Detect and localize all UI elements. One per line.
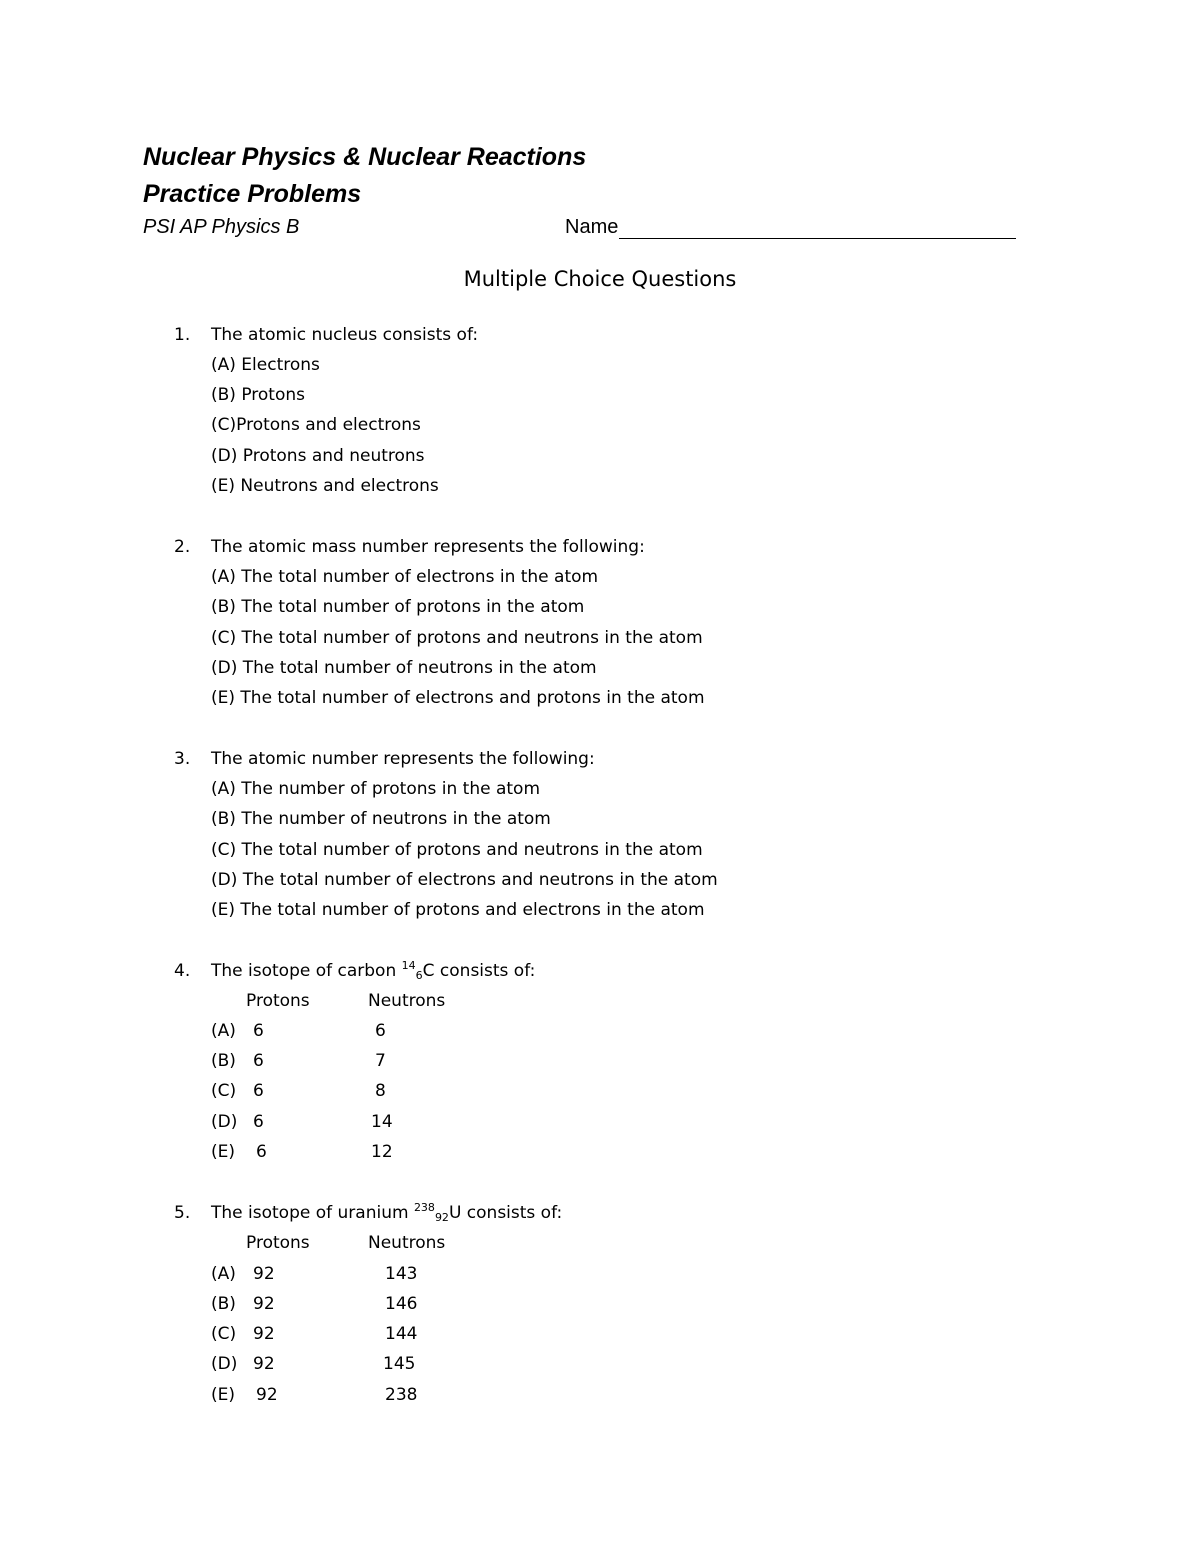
option-protons: 92 <box>253 1354 275 1374</box>
answer-option: (E) Neutrons and electrons <box>211 476 439 496</box>
answer-option: (B) Protons <box>211 385 305 405</box>
name-field <box>565 215 1016 239</box>
option-letter: (E) <box>211 1385 236 1405</box>
question-number: 5. <box>174 1203 191 1223</box>
option-letter: (E) <box>211 1142 236 1162</box>
option-letter: (C) <box>211 1324 237 1344</box>
option-letter: (B) <box>211 1051 236 1071</box>
option-protons: 6 <box>253 1081 264 1101</box>
answer-option: (E) The total number of electrons and protons in the atom <box>211 688 705 708</box>
name-label: Name <box>565 216 619 238</box>
option-neutrons: 8 <box>375 1081 386 1101</box>
option-protons: 6 <box>253 1021 264 1041</box>
answer-option: (A) The total number of electrons in the atom <box>211 567 599 587</box>
question-number: 3. <box>174 749 191 769</box>
option-protons: 92 <box>256 1385 278 1405</box>
option-neutrons: 7 <box>375 1051 386 1071</box>
isotope-symbol: C <box>422 961 435 981</box>
answer-option: (C) The total number of protons and neutrons in the atom <box>211 840 703 860</box>
option-letter: (B) <box>211 1294 236 1314</box>
section-heading: Multiple Choice Questions <box>463 267 737 291</box>
answer-option: (C) The total number of protons and neutrons in the atom <box>211 628 703 648</box>
isotope-symbol: U <box>448 1203 462 1223</box>
question-text-before: The isotope of carbon <box>211 961 397 981</box>
isotope-mass-number: 14 <box>401 959 416 972</box>
answer-option: (A) Electrons <box>211 355 320 375</box>
option-neutrons: 144 <box>385 1324 418 1344</box>
question-number: 2. <box>174 537 191 557</box>
option-letter: (C) <box>211 1081 237 1101</box>
option-letter: (A) <box>211 1021 236 1041</box>
option-neutrons: 6 <box>375 1021 386 1041</box>
answer-option: (B) The total number of protons in the atom <box>211 597 585 617</box>
question-text-after: consists of: <box>439 961 536 981</box>
answer-option: (D) The total number of electrons and neutrons in the atom <box>211 870 718 890</box>
question-text <box>211 960 535 982</box>
course-label: PSI AP Physics B <box>143 216 300 238</box>
column-header-neutrons: Neutrons <box>368 991 446 1011</box>
question-text <box>211 1202 562 1224</box>
question-text: The atomic nucleus consists of: <box>211 325 479 345</box>
option-protons: 92 <box>253 1324 275 1344</box>
option-letter: (D) <box>211 1112 238 1132</box>
option-protons: 92 <box>253 1294 275 1314</box>
question-number: 1. <box>174 325 191 345</box>
document-title: Nuclear Physics & Nuclear Reactions <box>143 143 587 171</box>
option-neutrons: 145 <box>383 1354 416 1374</box>
option-protons: 6 <box>253 1051 264 1071</box>
column-header-protons: Protons <box>246 1233 310 1253</box>
option-protons: 6 <box>256 1142 267 1162</box>
answer-option: (C)Protons and electrons <box>211 415 421 435</box>
option-neutrons: 14 <box>371 1112 393 1132</box>
answer-option: (D) Protons and neutrons <box>211 446 425 466</box>
answer-option: (B) The number of neutrons in the atom <box>211 809 551 829</box>
option-protons: 92 <box>253 1264 275 1284</box>
document-subtitle: Practice Problems <box>143 180 362 208</box>
option-protons: 6 <box>253 1112 264 1132</box>
question-text-before: The isotope of uranium <box>211 1203 409 1223</box>
option-neutrons: 12 <box>371 1142 393 1162</box>
question-text: The atomic number represents the following: <box>211 749 595 769</box>
answer-option: (D) The total number of neutrons in the atom <box>211 658 597 678</box>
isotope-atomic-number: 92 <box>434 1211 449 1224</box>
question-text-after: consists of: <box>466 1203 563 1223</box>
isotope-atomic-number: 6 <box>415 969 423 982</box>
option-neutrons: 143 <box>385 1264 418 1284</box>
answer-option: (A) The number of protons in the atom <box>211 779 541 799</box>
option-neutrons: 238 <box>385 1385 418 1405</box>
option-neutrons: 146 <box>385 1294 418 1314</box>
question-number: 4. <box>174 961 191 981</box>
question-text: The atomic mass number represents the following: <box>211 537 645 557</box>
option-letter: (A) <box>211 1264 236 1284</box>
name-blank-line <box>619 218 1016 239</box>
answer-option: (E) The total number of protons and electrons in the atom <box>211 900 705 920</box>
column-header-neutrons: Neutrons <box>368 1233 446 1253</box>
column-header-protons: Protons <box>246 991 310 1011</box>
option-letter: (D) <box>211 1354 238 1374</box>
isotope-mass-number: 238 <box>413 1201 435 1214</box>
